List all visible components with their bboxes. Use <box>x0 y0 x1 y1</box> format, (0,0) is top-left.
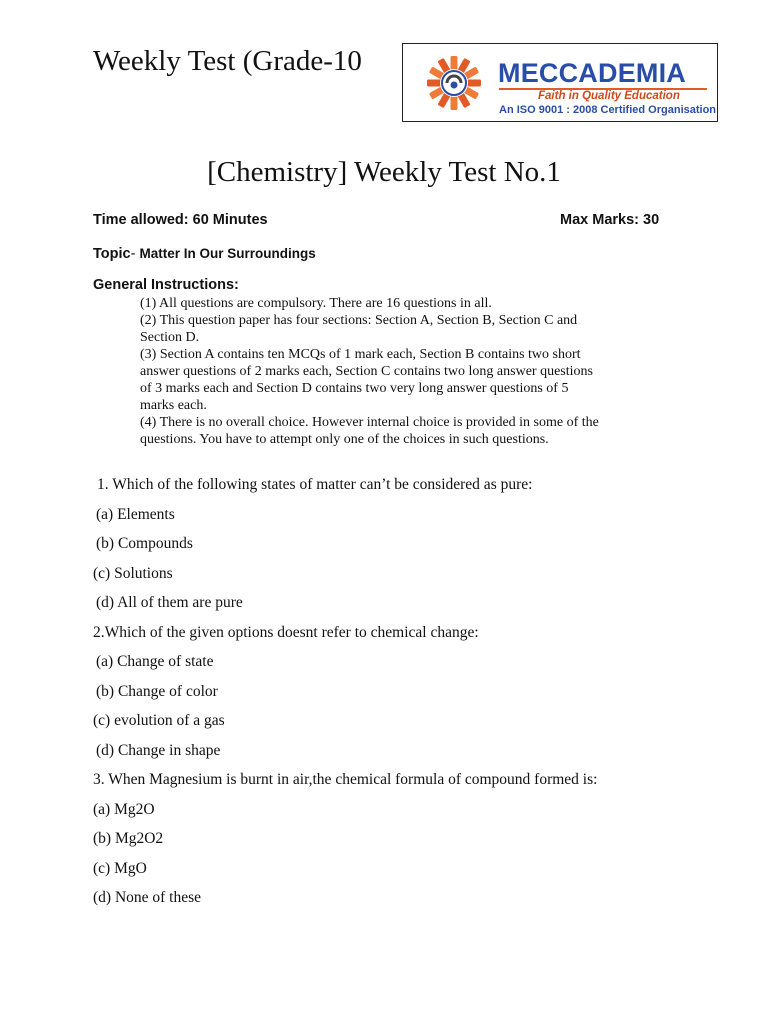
instruction-line: (3) Section A contains ten MCQs of 1 mark each, Section B contains two short <box>140 347 581 362</box>
document-title: [Chemistry] Weekly Test No.1 <box>207 156 561 188</box>
question-option: (a) Change of state <box>96 653 214 670</box>
instruction-line: (4) There is no overall choice. However internal choice is provided in some of the <box>140 415 599 430</box>
question-text: 3. When Magnesium is burnt in air,the chemical formula of compound formed is: <box>93 771 598 788</box>
question-text: 1. Which of the following states of matter can’t be considered as pure: <box>97 476 533 493</box>
topic-line <box>93 246 316 262</box>
max-marks: Max Marks: 30 <box>560 212 660 228</box>
question-option: (b) Mg2O2 <box>93 830 164 847</box>
instruction-line: (1) All questions are compulsory. There are 16 questions in all. <box>140 296 492 311</box>
gear-tooth <box>451 56 458 70</box>
question-option: (b) Change of color <box>96 682 218 700</box>
instruction-line: marks each. <box>140 398 207 413</box>
logo-certification: An ISO 9001 : 2008 Certified Organisation <box>499 104 717 116</box>
topic-label: Topic <box>93 246 131 262</box>
instruction-line: questions. You have to attempt only one of the choices in such questions. <box>140 432 549 447</box>
question-option: (a) Elements <box>96 505 175 523</box>
gear-tooth <box>451 96 458 110</box>
logo <box>402 43 718 122</box>
question-text: 2.Which of the given options doesnt refer to chemical change: <box>93 623 479 641</box>
question-option: (d) All of them are pure <box>96 594 243 611</box>
instructions-heading: General Instructions: <box>93 277 239 293</box>
question-option: (a) Mg2O <box>93 800 155 818</box>
topic-value: Matter In Our Surroundings <box>139 246 316 261</box>
instruction-line: Section D. <box>140 330 200 345</box>
question-option: (d) None of these <box>93 889 202 906</box>
question-option: (c) MgO <box>93 859 147 877</box>
time-allowed: Time allowed: 60 Minutes <box>93 212 268 228</box>
question-option: (b) Compounds <box>96 535 193 552</box>
header-title: Weekly Test (Grade-10 <box>93 45 362 77</box>
logo-tagline: Faith in Quality Education <box>538 90 680 102</box>
gear-logo-icon <box>425 54 483 112</box>
instruction-line: of 3 marks each and Section D contains two very long answer questions of 5 <box>140 381 569 396</box>
gear-tooth <box>427 80 441 87</box>
question-option: (c) evolution of a gas <box>93 712 225 729</box>
instruction-line: answer questions of 2 marks each, Section C contains two long answer questions <box>140 364 593 379</box>
question-option: (c) Solutions <box>93 564 173 582</box>
topic-separator: - <box>130 246 140 262</box>
instruction-line: (2) This question paper has four sections: Section A, Section B, Section C and <box>140 313 578 328</box>
logo-name: MECCADEMIA <box>498 58 686 88</box>
question-option: (d) Change in shape <box>96 741 221 759</box>
gear-tooth <box>467 80 481 87</box>
